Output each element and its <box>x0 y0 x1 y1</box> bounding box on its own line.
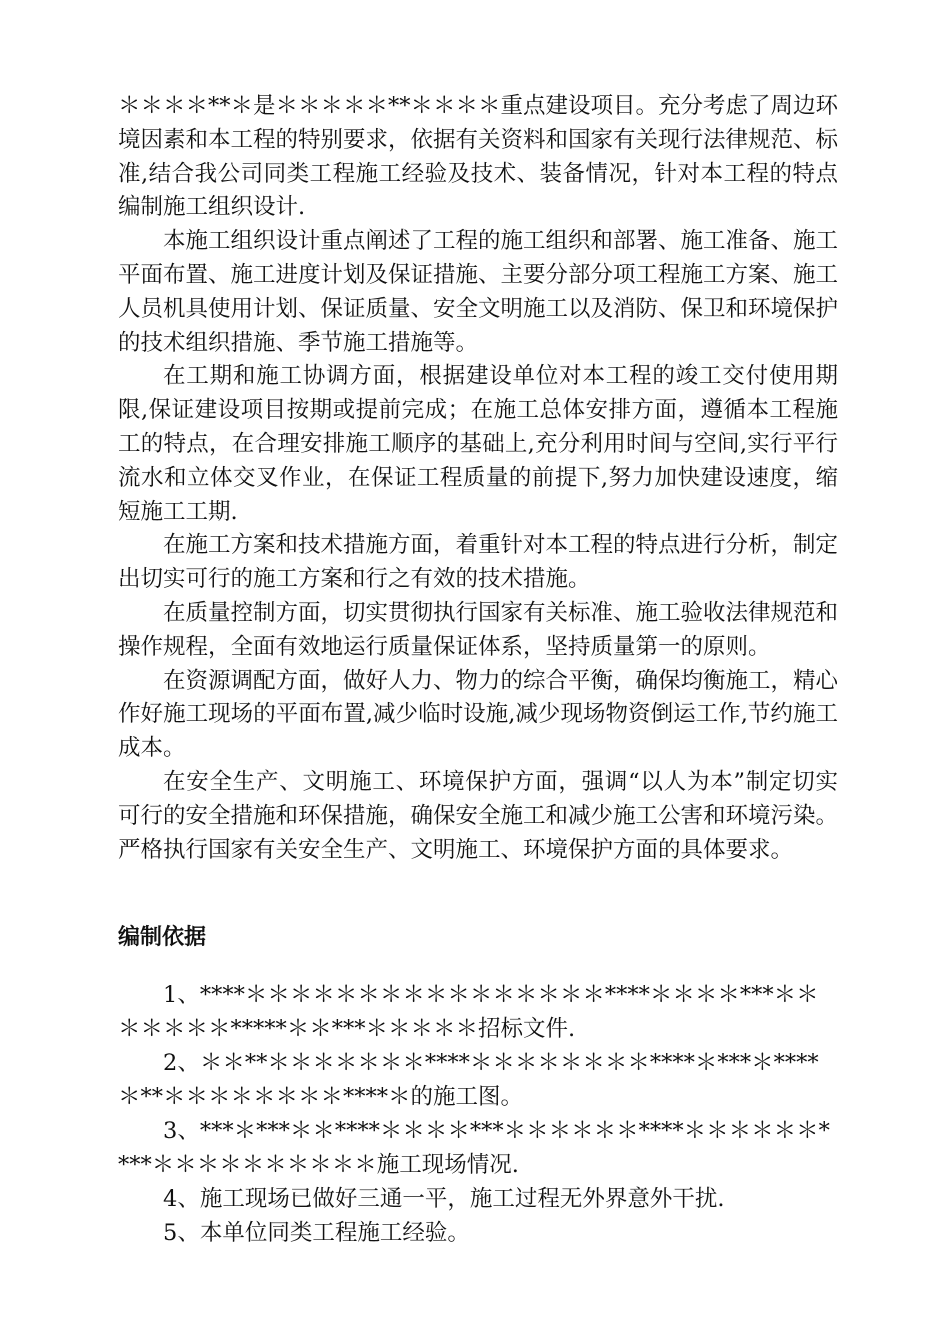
paragraph-safety: 在安全生产、文明施工、环境保护方面，强调“以人为本”制定切实可行的安全措施和环保措施，确保安全施工和减少施工公害和环境污染。严格执行国家有关安全生产、文明施工、环境保护方面的具体要求。 <box>118 768 839 863</box>
basis-item-2: 2、＊＊**＊＊＊＊＊＊＊****＊＊＊＊＊＊＊＊****＊***＊****＊**＊＊＊＊＊＊＊＊****＊的施工图。 <box>118 1050 819 1110</box>
basis-item-5: 5、本单位同类工程施工经验。 <box>163 1220 470 1246</box>
paragraph-overview: 本施工组织设计重点阐述了工程的施工组织和部署、施工准备、施工平面布置、施工进度计划及保证措施、主要分部分项工程施工方案、施工人员机具使用计划、保证质量、安全文明施工以及消防、保卫和环境保护的技术组织措施、季节施工措施等。 <box>118 228 839 356</box>
paragraph-quality: 在质量控制方面，切实贯彻执行国家有关标准、施工验收法律规范和操作规程，全面有效地运行质量保证体系，坚持质量第一的原则。 <box>118 599 839 660</box>
paragraph-resources: 在资源调配方面，做好人力、物力的综合平衡，确保均衡施工，精心作好施工现场的平面布置,减少临时设施,减少现场物资倒运工作,节约施工成本。 <box>118 667 839 762</box>
intro-paragraph: ＊＊＊＊**＊是＊＊＊＊＊**＊＊＊＊重点建设项目。充分考虑了周边环境因素和本工程的特别要求，依据有关资料和国家有关现行法律规范、标准,结合我公司同类工程施工经验及技术、装备情况，针对本工程的特点编制施工组织设计. <box>118 93 839 221</box>
document-body <box>118 90 838 867</box>
basis-item-1: 1、****＊＊＊＊＊＊＊＊＊＊＊＊＊＊＊＊****＊＊＊＊***＊＊＊＊＊＊＊*****＊＊***＊＊＊＊＊招标文件. <box>118 982 819 1042</box>
basis-item-4: 4、施工现场已做好三通一平，施工过程无外界意外干扰. <box>163 1186 725 1212</box>
section-heading: 编制依据 <box>118 925 207 950</box>
basis-item-3: 3、***＊***＊＊****＊＊＊＊***＊＊＊＊＊＊****＊＊＊＊＊＊****＊＊＊＊＊＊＊＊＊＊施工现场情况. <box>118 1118 830 1178</box>
paragraph-schedule: 在工期和施工协调方面，根据建设单位对本工程的竣工交付使用期限,保证建设项目按期或提前完成；在施工总体安排方面，遵循本工程施工的特点，在合理安排施工顺序的基础上,充分利用时间与空间,实行平行流水和立体交叉作业，在保证工程质量的前提下,努力加快建设速度，缩短施工工期. <box>118 363 838 525</box>
paragraph-technical: 在施工方案和技术措施方面，着重针对本工程的特点进行分析，制定出切实可行的施工方案和行之有效的技术措施。 <box>118 532 839 593</box>
basis-list <box>118 978 838 1250</box>
